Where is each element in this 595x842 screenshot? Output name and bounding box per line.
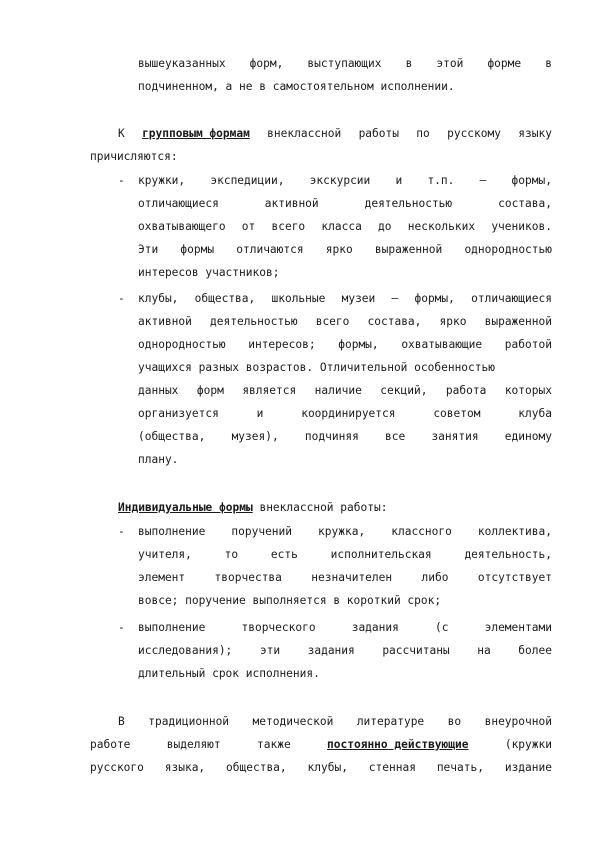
- word: форм: [196, 384, 224, 397]
- text-line: длительный срок исполнения.: [138, 667, 320, 680]
- word: экскурсии: [309, 174, 371, 187]
- word: выраженной: [484, 315, 552, 328]
- word: активной: [138, 315, 192, 328]
- word: отсутствует: [477, 571, 552, 584]
- word: (с: [434, 621, 449, 634]
- word: деятельностью: [210, 315, 298, 328]
- word: кружки,: [138, 174, 186, 187]
- word: является: [242, 384, 297, 397]
- paragraph-first-line: [118, 126, 552, 142]
- word: Эти: [138, 243, 159, 256]
- word: деятельностью: [364, 197, 453, 210]
- word: общества,: [194, 292, 256, 305]
- word: коллектива,: [477, 525, 552, 538]
- word: работе: [90, 738, 131, 751]
- word: клубы,: [307, 761, 348, 774]
- word: состава,: [498, 197, 552, 210]
- bold-term: Индивидуальные формы: [118, 501, 253, 514]
- word: нескольких: [407, 220, 476, 233]
- word: вышеуказанных: [138, 57, 226, 70]
- word: однородностью: [138, 338, 226, 351]
- word: учеников.: [491, 220, 552, 233]
- word: на: [477, 644, 491, 657]
- word: либо: [421, 571, 449, 584]
- word: форм,: [249, 57, 284, 70]
- word: единому: [504, 430, 552, 443]
- bullet-marker: -: [118, 174, 125, 187]
- word: незначителен: [311, 571, 393, 584]
- text-line: [90, 760, 552, 776]
- word: общества,: [226, 761, 287, 774]
- bullet-marker: -: [118, 621, 125, 634]
- word: всего: [271, 220, 306, 233]
- word: внеурочной: [484, 715, 552, 728]
- word: состава,: [367, 315, 422, 328]
- text-line: [138, 547, 552, 563]
- word: формы,: [414, 292, 455, 305]
- text-line: [138, 337, 552, 353]
- text-line: [90, 737, 552, 753]
- word: задания: [351, 621, 399, 634]
- word: формы,: [511, 174, 552, 187]
- text-line: учащихся разных возрастов. Отличительной особенностью: [138, 361, 495, 374]
- word: то: [224, 548, 239, 561]
- word: внеклассной: [267, 127, 342, 140]
- word: занятия: [431, 430, 479, 443]
- text-line: интересов участников;: [138, 266, 280, 279]
- heading-rest: внеклассной работы:: [252, 501, 388, 514]
- text-line: [138, 383, 552, 399]
- word: есть: [270, 548, 298, 561]
- word: –: [479, 174, 487, 187]
- word: работой: [504, 338, 552, 351]
- word: эти: [259, 644, 281, 657]
- text-line: [138, 406, 552, 422]
- text-line: [138, 219, 552, 235]
- word: от: [241, 220, 256, 233]
- bold-term: групповым формам: [142, 127, 250, 140]
- bullet-marker: -: [118, 292, 125, 305]
- word: по: [416, 127, 430, 140]
- word: работы: [358, 127, 399, 140]
- word: школьные: [271, 292, 326, 305]
- text-line: причисляются:: [90, 150, 178, 163]
- word: отличающиеся: [471, 292, 552, 305]
- text-line: плану.: [138, 453, 179, 466]
- word: более: [518, 644, 552, 657]
- text-line: [138, 620, 552, 636]
- word: творческого: [241, 621, 316, 634]
- word: исполнительская: [330, 548, 432, 561]
- word: класса: [321, 220, 362, 233]
- text-line: [138, 314, 552, 330]
- text-line: [138, 291, 552, 307]
- word: всего: [315, 315, 350, 328]
- word: В: [118, 715, 125, 728]
- word: также: [257, 738, 291, 751]
- text-line: вовсе; поручение выполняется в короткий срок;: [138, 594, 442, 607]
- word: (кружки: [504, 738, 552, 751]
- text-line: [138, 56, 552, 72]
- word: которых: [504, 384, 552, 397]
- word: печать,: [436, 761, 484, 774]
- word: в: [545, 57, 552, 70]
- text-line: [138, 570, 552, 586]
- word: кружка,: [318, 525, 366, 538]
- word: поручений: [231, 525, 293, 538]
- word: в: [405, 57, 413, 70]
- word: отличающиеся: [138, 197, 219, 210]
- word: языка,: [164, 761, 206, 774]
- word: во: [447, 715, 462, 728]
- word: формы,: [338, 338, 379, 351]
- word: формы: [180, 243, 215, 256]
- word: этой: [436, 57, 464, 70]
- word: издание: [504, 761, 552, 774]
- text-line: [138, 242, 552, 258]
- text-line: [138, 429, 552, 445]
- bullet-marker: -: [118, 525, 125, 538]
- word: охватывающего: [138, 220, 226, 233]
- word: наличие: [314, 384, 362, 397]
- word: деятельность,: [464, 548, 552, 561]
- paragraph-first-line: [118, 714, 552, 730]
- word: отличаются: [236, 243, 304, 256]
- word: классного: [391, 525, 452, 538]
- word: ярко: [439, 315, 467, 328]
- word: советом: [433, 407, 481, 420]
- word: творчества: [214, 571, 282, 584]
- word: литературе: [356, 715, 425, 728]
- word: задания: [307, 644, 355, 657]
- word: элементами: [484, 621, 552, 634]
- word: охватывающие: [401, 338, 483, 351]
- text-line: [138, 643, 552, 659]
- word: учителя,: [138, 548, 192, 561]
- word: и: [256, 407, 264, 420]
- word: выделяют: [166, 738, 221, 751]
- word: работа: [445, 384, 487, 397]
- word: элемент: [138, 571, 186, 584]
- word: координируется: [301, 407, 396, 420]
- section-heading-line: [118, 500, 387, 516]
- word: –: [391, 292, 399, 305]
- word: клубы,: [138, 292, 179, 305]
- word: стенная: [368, 761, 416, 774]
- word: музеи: [341, 292, 376, 305]
- text-line: подчиненном, а не в самостоятельном исполнении.: [138, 80, 455, 93]
- word: и: [395, 174, 403, 187]
- word: экспедиции,: [210, 174, 285, 187]
- word: организуется: [138, 407, 219, 420]
- word: выполнение: [138, 525, 206, 538]
- word: традиционной: [148, 715, 230, 728]
- word: выполнение: [138, 621, 206, 634]
- word: клуба: [518, 407, 552, 420]
- word: подчиняя: [304, 430, 359, 443]
- word: языку: [518, 127, 552, 140]
- word: однородностью: [464, 243, 552, 256]
- text-line: [138, 173, 552, 189]
- word: секций,: [380, 384, 428, 397]
- word: (общества,: [138, 430, 206, 443]
- word: К: [118, 127, 125, 140]
- word: выраженной: [374, 243, 443, 256]
- text-line: [138, 196, 552, 212]
- word: ярко: [325, 243, 353, 256]
- word: форме: [487, 57, 522, 70]
- word: исследования);: [138, 644, 233, 657]
- bold-term: постоянно действующие: [327, 738, 469, 751]
- word: русскому: [447, 127, 501, 140]
- word: выступающих: [307, 57, 382, 70]
- word: интересов;: [248, 338, 316, 351]
- word: музея),: [231, 430, 279, 443]
- word: русского: [90, 761, 144, 774]
- word: методической: [252, 715, 334, 728]
- text-line: [138, 524, 552, 540]
- word: рассчитаны: [382, 644, 450, 657]
- word: активной: [264, 197, 319, 210]
- word: т.п.: [427, 174, 455, 187]
- word: данных: [138, 384, 179, 397]
- word: до: [378, 220, 392, 233]
- word: все: [385, 430, 406, 443]
